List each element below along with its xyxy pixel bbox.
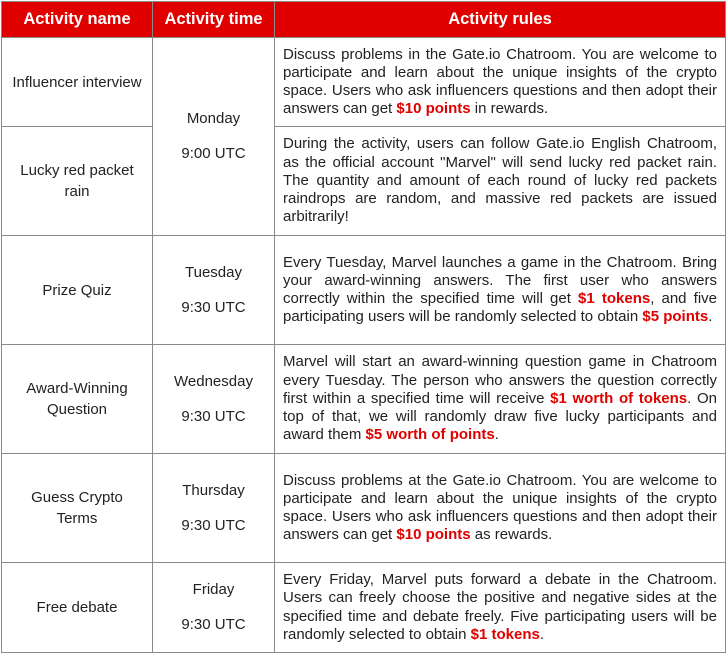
rule-text: as rewards. [470,526,553,544]
rule-text: Every Tuesday, Marvel launches a game in the Chatroom. Bring your award-winning answers. The first user who answers correctly within the specified time will get [283,253,717,307]
rule-text: During the activity, users can follow Gate.io English Chatroom, as the official account "Marvel" will send lucky red packet rain. The quantity and amount of each round of lucky red packets raindrops are random, and massive red packets are issued arbitrarily! [283,135,717,226]
activity-day: Tuesday [185,263,242,281]
activity-rule [275,38,726,127]
reward-highlight: $1 tokens [470,625,540,643]
reward-highlight: $10 points [396,526,471,544]
activity-clock: 9:00 UTC [181,145,246,162]
activity-name: Free debate [2,563,153,653]
activity-day: Wednesday [174,372,253,390]
reward-highlight: $10 points [396,100,471,118]
activity-day: Friday [192,581,235,598]
reward-highlight: $5 points [642,308,709,326]
activity-day: Thursday [182,481,245,499]
activity-name: Award-Winning Question [2,345,153,454]
table-row [2,236,726,345]
activity-time [153,454,275,563]
activity-rule [275,127,726,236]
header-activity-time: Activity time [153,2,275,38]
activity-name: Prize Quiz [2,236,153,345]
activity-clock: 9:30 UTC [181,516,246,534]
rule-text: . On top of that, we will randomly draw five lucky participants and award them [283,389,717,444]
activity-name: Influencer interview [2,38,153,127]
activity-rule [275,563,726,653]
activity-time [153,236,275,345]
table-row [2,454,726,563]
table-row [2,563,726,653]
rule-text: . [539,625,544,643]
activity-time [153,345,275,454]
reward-highlight: $5 worth of points [365,426,495,444]
header-activity-name: Activity name [2,2,153,38]
rule-text: in rewards. [470,100,549,118]
rule-text: . [494,426,499,444]
activity-table [1,1,726,653]
activity-name: Guess Crypto Terms [2,454,153,563]
activity-rule [275,345,726,454]
reward-highlight: $1 tokens [578,290,651,307]
activity-rule [275,454,726,563]
activity-clock: 9:30 UTC [181,298,246,316]
header-activity-rules: Activity rules [275,2,726,38]
table-row [2,345,726,454]
reward-highlight: $1 worth of tokens [550,389,688,407]
activity-clock: 9:30 UTC [181,407,246,425]
table-row [2,38,726,127]
activity-day: Monday [186,110,241,127]
activity-name: Lucky red packet rain [2,127,153,236]
activity-time [153,38,275,236]
rule-text: Discuss problems at the Gate.io Chatroom. You are welcome to participate and learn about the unique insights of the crypto space. Users who ask influencers questions and then adopt their answers can get [283,471,717,544]
rule-text: , and five participating users will be randomly selected to obtain [283,290,718,326]
table-row [2,127,726,236]
header-row [2,2,726,38]
rule-text: . [708,308,713,326]
rule-text: Discuss problems in the Gate.io Chatroom. You are welcome to participate and learn about the unique insights of the crypto space. Users who ask influencers questions and then adopt their answers can get [283,45,717,118]
rule-text: Marvel will start an award-winning question game in Chatroom every Tuesday. The person who answers the question correctly first within a specified time will receive [283,353,717,407]
rule-text: Every Friday, Marvel puts forward a debate in the Chatroom. Users can freely choose the positive and negative sides at the specified time and debate freely. Five participating users will be randomly selected to obtain [283,571,717,643]
activity-clock: 9:30 UTC [181,616,246,633]
activity-time [153,563,275,653]
activity-rule [275,236,726,345]
